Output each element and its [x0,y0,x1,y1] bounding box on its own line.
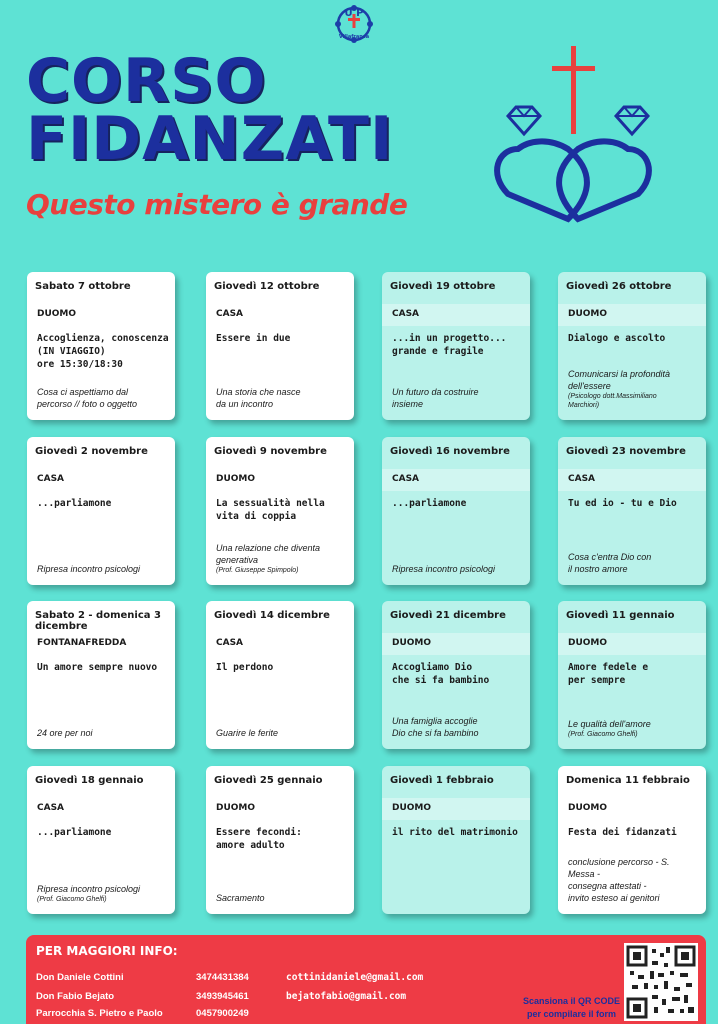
card-theme: Essere fecondi: amore adulto [216,827,302,851]
schedule-card [382,601,530,749]
card-note-block [216,892,350,904]
card-place: CASA [382,304,530,326]
card-place: CASA [382,469,530,491]
card-theme: ...in un progetto... grande e fragile [392,333,507,357]
schedule-card [558,272,706,420]
page-subtitle: Questo mistero è grande [26,188,408,221]
card-place: DUOMO [206,469,354,491]
card-place: DUOMO [558,304,706,326]
card-note: Le qualità dell'amore [568,719,651,729]
schedule-card [206,272,354,420]
contact-email[interactable]: bejatofabio@gmail.com [286,991,407,1002]
card-note-block [216,727,350,739]
card-theme: Dialogo e ascolto [568,333,666,344]
card-theme: ...parliamone [392,498,467,509]
qr-caption-line-1: Scansiona il QR CODE [522,996,620,1006]
title-line-1: CORSO [26,46,267,116]
card-note-block [568,718,702,739]
schedule-card [206,437,354,585]
card-note-block [37,727,171,739]
card-note: Cosa c'entra Dio con il nostro amore [568,552,652,574]
qr-caption [523,995,620,1021]
card-speaker: (Prof. Giacomo Ghelfi) [37,896,107,903]
schedule-card [27,601,175,749]
qr-code-icon[interactable] [624,943,698,1021]
card-date: Giovedì 21 dicembre [390,610,506,621]
card-date: Giovedì 14 dicembre [214,610,330,621]
contact-name: Parrocchia S. Pietro e Paolo [36,1008,163,1019]
card-note-block [216,542,350,575]
card-place: CASA [27,798,175,820]
card-note: Ripresa incontro psicologi [392,564,496,574]
card-date: Giovedì 23 novembre [566,446,686,457]
card-note: Un futuro da costruire insieme [392,387,479,409]
schedule-card [27,437,175,585]
card-note: Una relazione che diventa generativa [216,543,321,565]
card-theme: Amore fedele e per sempre [568,662,649,686]
contact-name: Don Fabio Bejato [36,991,115,1002]
card-place: DUOMO [558,798,706,820]
schedule-card [382,272,530,420]
card-speaker: (Prof. Giuseppe Spimpolo) [216,567,299,574]
card-place: CASA [206,304,354,326]
card-date: Sabato 7 ottobre [35,281,131,292]
card-note-block [37,386,171,410]
card-theme: Il perdono [216,662,274,673]
card-note-block [216,386,350,410]
card-theme: Tu ed io - tu e Dio [568,498,677,509]
card-date: Giovedì 25 gennaio [214,775,323,786]
contact-row [36,972,424,983]
card-note-block [568,368,702,410]
card-note-block [568,551,702,575]
card-note: Cosa ci aspettiamo dal percorso // foto o oggetto [37,387,138,409]
card-date: Giovedì 1 febbraio [390,775,494,786]
card-date: Giovedì 2 novembre [35,446,148,457]
card-date: Giovedì 9 novembre [214,446,327,457]
card-note-block [568,856,702,904]
card-note-block [37,883,171,904]
card-theme: Festa dei fidanzati [568,827,677,838]
card-place: DUOMO [382,798,530,820]
card-note: Una famiglia accoglie Dio che si fa bambino [392,716,479,738]
card-note: Sacramento [216,893,265,903]
card-date: Domenica 11 febbraio [566,775,690,786]
card-note: Comunicarsi la profondità dell'essere [568,369,671,391]
footer-heading: PER MAGGIORI INFO: [36,944,178,958]
card-note-block [392,563,526,575]
card-place: DUOMO [382,633,530,655]
contact-phone[interactable]: 3493945461 [196,991,249,1002]
card-theme: Un amore sempre nuovo [37,662,158,673]
card-speaker: (Psicologo dott.Massimiliano Marchiori) [568,393,657,409]
card-date: Giovedì 11 gennaio [566,610,675,621]
qr-caption-line-2: per compilare il form [526,1009,616,1019]
card-note-block [392,715,526,739]
card-theme: il rito del matrimonio [392,827,518,838]
card-date: Giovedì 19 ottobre [390,281,496,292]
contact-phone[interactable]: 3474431384 [196,972,249,983]
card-place: CASA [558,469,706,491]
card-theme: Accogliamo Dio che si fa bambino [392,662,490,686]
info-footer [26,935,706,1024]
page-title [26,46,394,174]
card-place: CASA [27,469,175,491]
card-note: Guarire le ferite [216,728,279,738]
schedule-card [206,766,354,914]
card-speaker: (Prof. Giacomo Ghelfi) [568,731,638,738]
contact-row [36,991,407,1002]
title-line-2: FIDANZATI [26,104,394,174]
logo-text: U P [344,8,364,19]
card-note: Ripresa incontro psicologi [37,884,141,894]
schedule-card [27,766,175,914]
contact-email[interactable]: cottinidaniele@gmail.com [286,972,424,983]
card-note: conclusione percorso - S. Messa - consegna attestati - invito esteso ai genitori [568,857,670,903]
schedule-card [27,272,175,420]
card-note-block [37,563,171,575]
card-date: Giovedì 26 ottobre [566,281,672,292]
card-place: DUOMO [558,633,706,655]
card-date: Giovedì 16 novembre [390,446,510,457]
card-theme: Essere in due [216,333,291,344]
card-date: Sabato 2 - domenica 3 dicembre [35,610,161,632]
card-place: DUOMO [27,304,175,326]
card-note: Ripresa incontro psicologi [37,564,141,574]
schedule-card [382,766,530,914]
card-place: DUOMO [206,798,354,820]
schedule-card [558,437,706,585]
card-note-block [392,386,526,410]
schedule-card [558,601,706,749]
card-place: FONTANAFREDDA [27,633,175,655]
contact-phone[interactable]: 0457900249 [196,1008,249,1019]
logo-subtitle: Villafranca [338,34,370,40]
schedule-card [382,437,530,585]
card-note: 24 ore per noi [37,728,93,738]
card-date: Giovedì 18 gennaio [35,775,144,786]
card-date: Giovedì 12 ottobre [214,281,320,292]
contact-name: Don Daniele Cottini [36,972,124,983]
card-note: Una storia che nasce da un incontro [216,387,301,409]
hearts-cross-icon [488,44,658,224]
card-place: CASA [206,633,354,655]
card-theme: ...parliamone [37,827,112,838]
schedule-card [558,766,706,914]
contact-row [36,1008,249,1019]
schedule-card [206,601,354,749]
card-theme: Accoglienza, conoscenza (IN VIAGGIO) ore 15:30/18:30 [37,333,169,370]
card-theme: ...parliamone [37,498,112,509]
card-theme: La sessualità nella vita di coppia [216,498,325,522]
